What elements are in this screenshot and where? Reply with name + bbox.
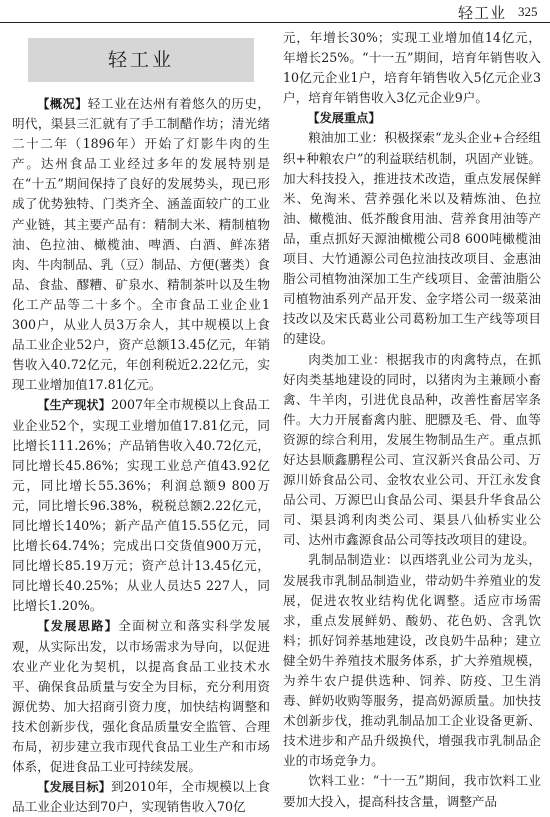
development-goals-heading: 【发展目标】	[37, 780, 111, 795]
article-title-box	[28, 38, 254, 82]
production-status-paragraph	[12, 395, 270, 616]
page-header	[0, 0, 550, 26]
meat-processing-paragraph: 肉类加工业：根据我市的肉禽特点，在抓好肉类基地建设的同时，以猪肉为主兼顾小畜禽、牛羊肉，引进优良品种，改善性畜居宰条件。大力开展畜禽内脏、肥膘及毛、骨、血等资源的综合利用，发展生物制品生产。重点抓好达县顺鑫鹏程公司、宣汉新兴食品公司、万源川娇食品公司、金牧农业公司、开江永发食品公司、万源巴山食品公司、渠县升华食品公司、渠县鸿利肉类公司、渠县八仙桥实业公司、达州市鑫源食品公司等技改项目的建设。	[283, 351, 541, 548]
overview-heading: 【概况】	[37, 97, 88, 111]
dairy-paragraph: 乳制品制造业：以西塔乳业公司为龙头，发展我市乳制品制造业，带动奶牛养殖业的发展，促进农牧业结构优化调整。适应市场需求，重点发展鲜奶、酸奶、花色奶、含乳饮料；抓好饲养基地建设，改良奶牛品种；建立健全奶牛养殖技术服务体系，扩大养殖规模，为养牛农户提供选种、饲养、防疫、卫生消毒、鲜奶收购等服务，提高奶源质量。加快技术创新步伐，推动乳制品加工企业设备更新、技术进步和产品升级换代，增强我市乳制品企业的市场竞争力。	[283, 552, 541, 769]
development-goals-paragraph	[12, 777, 270, 817]
development-goals-continuation: 元，年增长30%；实现工业增加值14亿元，年增长25%。“十一五”期间，培育年销售收入10亿元企业1户，培育年销售收入5亿元企业3户，培育年销售收入3亿元企业9户。	[283, 30, 541, 106]
overview-text: 轻工业在达州有着悠久的历史，明代，渠县三汇就有了手工制醋作坊；清光绪二十二年（1896年）开始了灯影牛肉的生产。达州食品工业经过多年的发展特别是在“十五”期间保持了良好的发展势头，现已形成了优势独特、门类齐全、涵盖面较广的工业产业链，其主要产品有：精制大米、精制植物油、色拉油、橄榄油、啤酒、白酒、鲜冻猪肉、牛肉制品、乳（豆）制品、方便(薯类）食品、食盐、醪糟、矿泉水、精制茶叶以及生物化工产品等二十多个。全市食品工业企业1 300户，从业人员3万余人，其中规模以上食品工业企业52户，资产总额13.45亿元，年销售收入40.72亿元，年创利税近2.22亿元，实现工业增加值17.81亿元。	[12, 96, 271, 393]
running-header-title: 轻工业	[458, 4, 507, 22]
page-number: 325	[518, 4, 538, 19]
grain-oil-paragraph: 粮油加工业：积极探索“龙头企业+合经组织+种粮农户”的利益联结机制，巩固产业链。加大科技投入，推进技术改造，重点发展保鲜米、免淘米、营养强化米以及精炼油、色拉油、橄榄油、低芥酸食用油、营养食用油等产品，重点抓好天源油橄榄公司8 600吨橄榄油项目、大竹通源公司色拉油技改项目、金惠油脂公司植物油深加工生产线项目、金蕾油脂公司植物油系列产品开发、金字塔公司一级菜油技改以及宋氏葛业公司葛粉加工生产线等项目的建设。	[283, 130, 541, 347]
beverage-paragraph: 饮料工业：“十一五”期间，我市饮料工业要加大投入，提高科技含量，调整产品	[283, 773, 541, 809]
development-ideas-text: 全面树立和落实科学发展观，从实际出发，以市场需求为导向，以促进农业产业化为契机，以提高食品工业技术水平、确保食品质量与安全为目标，充分利用资源优势、加大招商引资力度，加快结构调整和技术创新步伐，强化食品质量安全监管、合理布局，初步建立我市现代食品工业生产和市场体系，促进食品工业可持续发展。	[12, 618, 271, 775]
right-column	[283, 28, 541, 812]
article-title: 轻工业	[107, 48, 174, 71]
production-status-text: 2007年全市规模以上食品工业企业52个，实现工业增加值17.81亿元，同比增长111.26%；产品销售收入40.72亿元，同比增长45.86%；实现工业总产值43.92亿元，同比增长55.36%；利润总额9 800万元，同比增长96.38%，税税总额2.22亿元，同比增长140%；新产品产值15.55亿元，同比增长64.74%；完成出口交货值900万元，同比增长85.19万元；资产总计13.45亿元，同比增长40.25%；从业人员达5 227人，同比增长1.20%。	[12, 397, 270, 614]
key-development-heading: 【发展重点】	[307, 111, 381, 126]
development-ideas-heading: 【发展思路】	[37, 619, 119, 634]
left-column	[12, 28, 270, 817]
overview-paragraph	[12, 94, 270, 395]
production-status-heading: 【生产现状】	[37, 398, 111, 413]
header-rule	[0, 22, 550, 23]
development-goals-text-part1: 到2010年，全市规模以上食品工业企业达到70户，实现销售收入70亿	[12, 779, 270, 815]
development-ideas-paragraph	[12, 616, 270, 777]
